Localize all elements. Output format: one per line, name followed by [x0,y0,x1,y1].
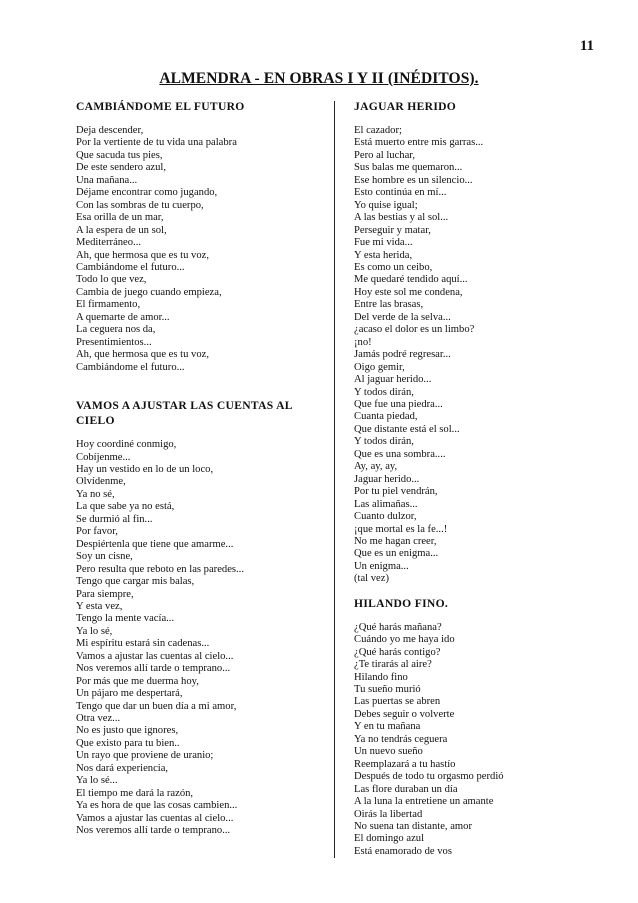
poem-section [76,99,322,374]
poem-line: ¡que mortal es la fe...! [354,523,448,535]
poem-line: Que distante está el sol... [354,423,460,435]
poem-title: HILANDO FINO. [354,596,449,610]
poem-line: Todo lo que vez, [76,274,147,286]
poem-line: Para siempre, [76,588,134,600]
poem-line: Un pájaro me despertará, [76,688,183,700]
poem-body [76,439,322,838]
poem-line: Es como un ceibo, [354,261,433,273]
poem-line: Esa orilla de un mar, [76,212,164,224]
poem-line: Nos veremos allí tarde o temprano... [76,663,231,675]
poem-line: Mi espíritu estará sin cadenas... [76,638,210,650]
poem-line: Hilando fino [354,671,408,683]
poem-line: Hoy este sol me condena, [354,286,463,298]
poem-line: Fue mi vida... [354,237,413,249]
poem-line: Cuanto dulzor, [354,511,417,523]
poem-line: Está muerto entre mis garras... [354,137,484,149]
section-gap [354,586,604,596]
poem-line: Que es una sombra.... [354,448,446,460]
poem-line: Yo quise igual; [354,199,418,211]
poem-line: Ah, que hermosa que es tu voz, [76,249,209,261]
poem-line: Y en tu mañana [354,721,421,733]
poem-section [354,596,604,859]
poem-line: Que existo para tu bien.. [76,737,180,749]
poem-line: Ya lo sé, [76,625,113,637]
page-header-title: ALMENDRA - EN OBRAS I Y II (INÉDITOS). [159,70,479,87]
poem-body [76,125,322,374]
poem-line: Ya lo sé... [76,775,118,787]
poem-line: Olvídenme, [76,476,126,488]
poem-line: Y esta vez, [76,600,123,612]
left-column [76,99,322,838]
poem-line: El firmamento, [76,299,141,311]
poem-line: Ah, que hermosa que es tu voz, [76,349,209,361]
poem-line: Que sacuda tus pies, [76,149,163,161]
poem-line: Por la vertiente de tu vida una palabra [76,137,237,149]
poem-line: Por favor, [76,526,118,538]
poem-line: Un enigma... [354,560,409,572]
poem-line: Presentimientos... [76,336,152,348]
poem-line: Las alimañas... [354,498,418,510]
poem-line: Vamos a ajustar las cuentas al cielo... [76,812,234,824]
poem-line: Oirás la libertad [354,808,423,820]
poem-line: Ya no tendrás ceguera [354,733,448,745]
poem-line: Tu sueño murió [354,684,421,696]
poem-line: Oigo gemir, [354,361,405,373]
poem-line: Pero al luchar, [354,149,416,161]
poem-title: VAMOS A AJUSTAR LAS CUENTAS AL CIELO [76,399,293,428]
right-column [354,99,604,858]
poem-line: De este sendero azul, [76,162,167,174]
poem-line: Con las sombras de tu cuerpo, [76,199,204,211]
poem-line: No suena tan distante, amor [354,821,472,833]
poem-line: Ya no sé, [76,488,115,500]
column-divider [334,101,335,858]
poem-line: No es justo que ignores, [76,725,179,737]
poem-line: La ceguera nos da, [76,324,156,336]
poem-line: Pero resulta que reboto en las paredes... [76,563,244,575]
poem-line: Jamás podré regresar... [354,349,451,361]
poem-line: Déjame encontrar como jugando, [76,187,218,199]
poem-line: Por más que me duerma hoy, [76,675,199,687]
poem-line: Cuándo yo me haya ido [354,634,455,646]
poem-line: ¡no! [354,336,372,348]
poem-section [76,398,322,838]
poem-line: Cuanta piedad, [354,411,418,423]
poem-line: Ay, ay, ay, [354,461,398,473]
poem-line: Y todos dirán, [354,386,414,398]
section-gap [76,374,322,398]
poem-line: Por tu piel vendrán, [354,486,438,498]
page-number: 11 [579,38,594,54]
poem-line: Perseguir y matar, [354,224,431,236]
poem-line: Cambiándome el futuro... [76,261,185,273]
poem-line: Reemplazará a tu hastío [354,758,456,770]
poem-line: Me quedaré tendido aquí... [354,274,468,286]
poem-line: ¿Qué harás mañana? [354,621,442,633]
poem-line: Está enamorado de vos [354,845,452,857]
poem-section [354,99,604,586]
poem-line: Ese hombre es un silencio... [354,174,473,186]
poem-line: Otra vez... [76,713,121,725]
poem-line: Tengo la mente vacía... [76,613,175,625]
poem-line: Un rayo que proviene de uranio; [76,750,214,762]
poem-line: Entre las brasas, [354,299,424,311]
poem-line: ¿Qué harás contigo? [354,646,441,658]
poem-line: Y todos dirán, [354,436,414,448]
poem-line: Deja descender, [76,125,144,136]
poem-line: Ya es hora de que las cosas cambien... [76,800,238,812]
poem-line: Nos dará experiencia, [76,762,169,774]
poem-line: La que sabe ya no está, [76,501,175,513]
poem-line: Hay un vestido en lo de un loco, [76,463,214,475]
poem-body [354,125,604,586]
poem-line: A quemarte de amor... [76,311,170,323]
poem-title: JAGUAR HERIDO [354,100,457,113]
poem-line: Las flore duraban un día [354,783,458,795]
poem-line: A la espera de un sol, [76,224,167,236]
poem-line: Esto continúa en mí... [354,187,447,199]
poem-line: A las bestias y al sol... [354,212,449,224]
poem-title: CAMBIÁNDOME EL FUTURO [76,100,245,113]
poem-line: Nos veremos allí tarde o temprano... [76,825,231,837]
poem-line: Que fue una piedra... [354,398,443,410]
poem-line: Que es un enigma... [354,548,439,560]
poem-line: Cambia de juego cuando empieza, [76,286,222,298]
poem-line: Tengo que dar un buen día a mi amor, [76,700,237,712]
poem-line: Las puertas se abren [354,696,441,708]
poem-body [354,622,604,859]
poem-line: Al jaguar herido... [354,374,432,386]
poem-line: El cazador; [354,125,402,136]
poem-line: Se durmió al fin... [76,513,153,525]
poem-line: Mediterráneo... [76,237,142,249]
poem-line: A la luna la entretiene un amante [354,796,494,808]
poem-line: Una mañana... [76,174,138,186]
poem-line: El domingo azul [354,833,425,845]
poem-line: ¿Te tirarás al aire? [354,659,432,671]
poem-line: Del verde de la selva... [354,311,451,323]
poem-line: Tengo que cargar mis balas, [76,576,195,588]
poem-line: Y esta herida, [354,249,413,261]
poem-line: Un nuevo sueño [354,746,423,758]
poem-line: Sus balas me quemaron... [354,162,463,174]
poem-line: Debes seguir o volverte [354,708,455,720]
poem-line: (tal vez) [354,573,389,585]
poem-line: Soy un cisne, [76,551,133,563]
poem-line: ¿acaso el dolor es un limbo? [354,324,475,336]
poem-line: Después de todo tu orgasmo perdió [354,771,504,783]
poem-line: Cambiándome el futuro... [76,361,185,373]
poem-line: Hoy coordiné conmigo, [76,439,177,451]
poem-line: Vamos a ajustar las cuentas al cielo... [76,650,234,662]
poem-line: Despiértenla que tiene que amarme... [76,538,234,550]
poem-line: El tiempo me dará la razón, [76,787,194,799]
poem-line: No me hagan creer, [354,535,437,547]
poem-line: Jaguar herido... [354,473,420,485]
poem-line: Cobíjenme... [76,451,131,463]
